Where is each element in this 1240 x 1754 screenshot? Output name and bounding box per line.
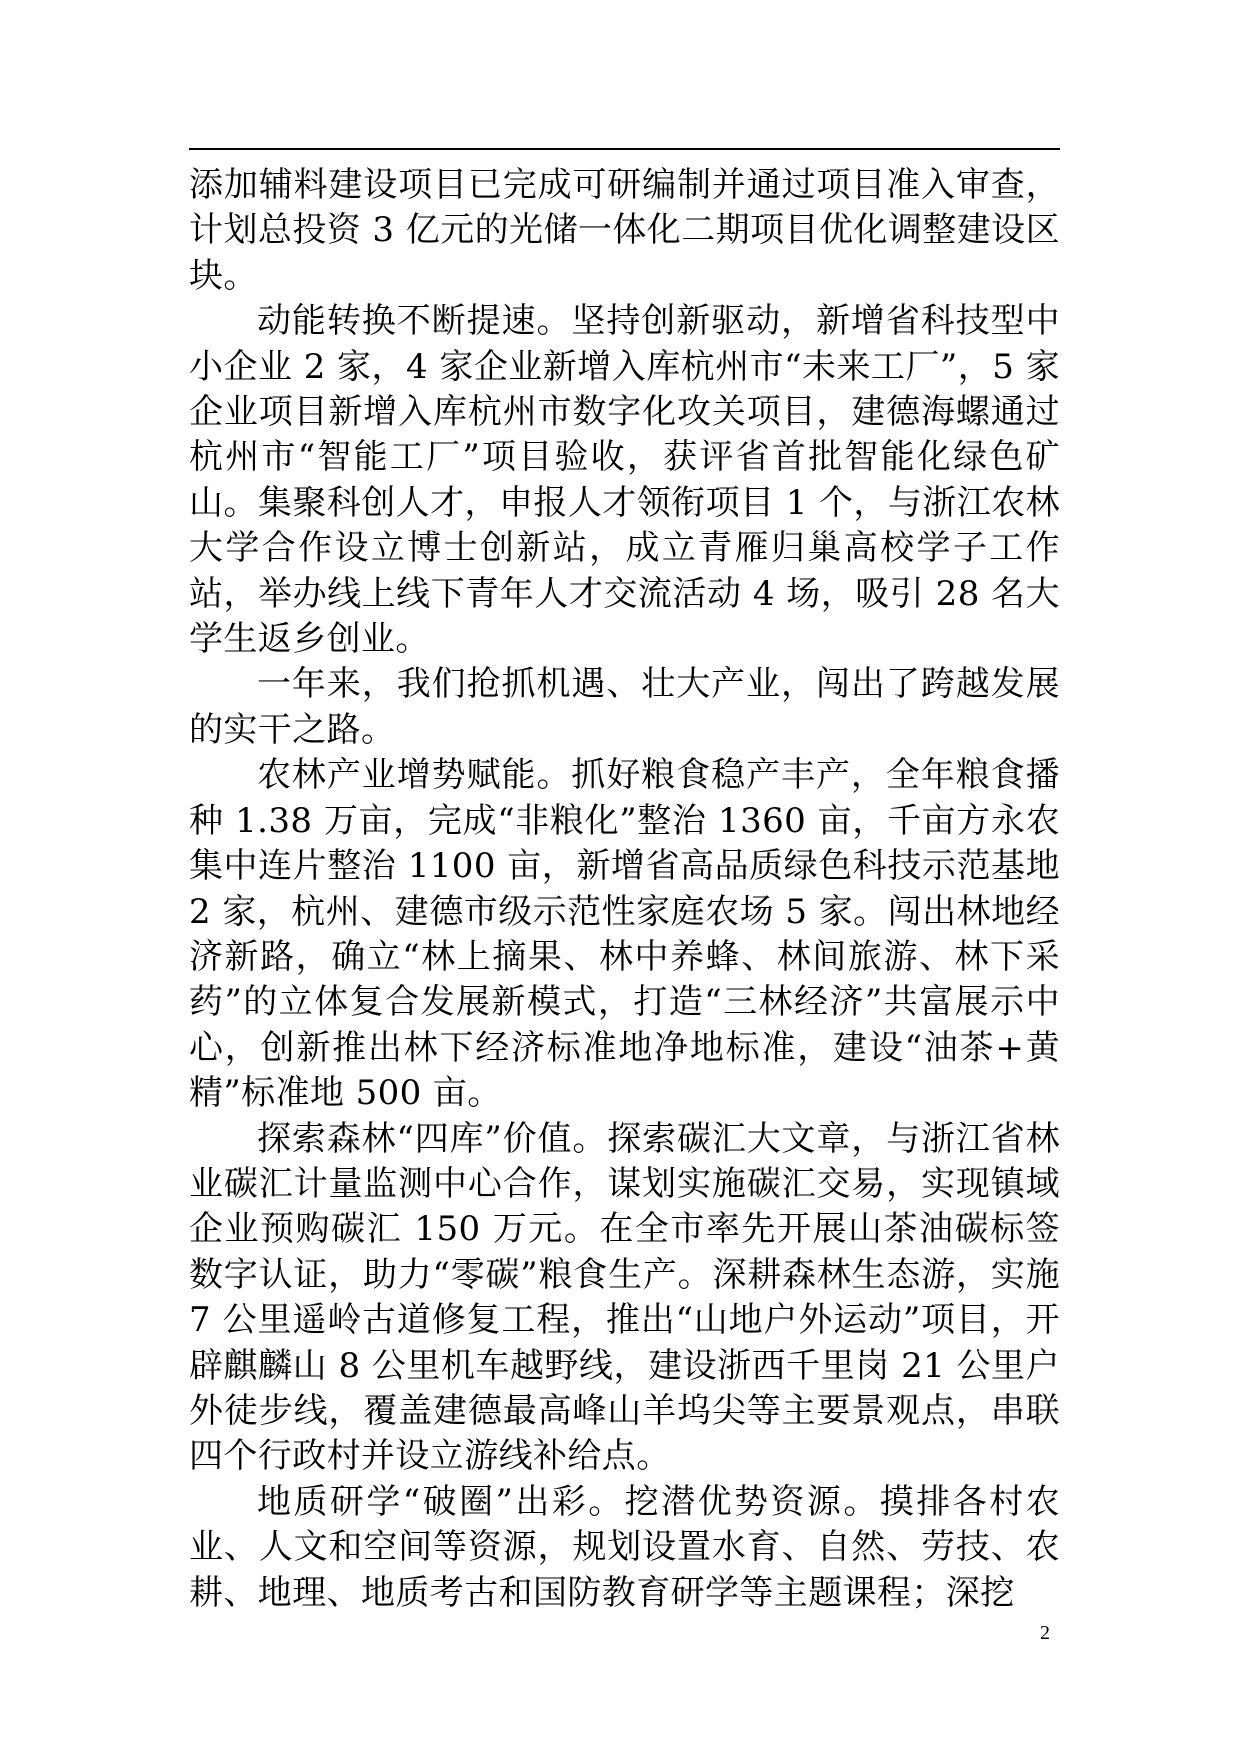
paragraph-forest-value: 探索森林“四库”价值。探索碳汇大文章，与浙江省林业碳汇计量监测中心合作，谋划实施碳汇交易，实现镇域企业预购碳汇 150 万元。在全市率先开展山茶油碳标签数字认证，助力“零碳”粮食生产。深耕森林生态游，实施 7 公里遥岭古道修复工程，推出“山地户外运动”项目，开辟麒麟山 8 公里机车越野线，建设浙西千里岗 21 公里户外徒步线，覆盖建德最高峰山羊坞尖等主要景观点，串联四个行政村并设立游线补给点。 [189,1118,1060,1477]
paragraph-continuation: 添加辅料建设项目已完成可研编制并通过项目准入审查，计划总投资 3 亿元的光储一体化二期项目优化调整建设区块。 [189,165,1060,296]
page-number: 2 [1040,1622,1050,1644]
paragraph-geology-study: 地质研学“破圈”出彩。挖潜优势资源。摸排各村农业、人文和空间等资源，规划设置水育、自然、劳技、农耕、地理、地质考古和国防教育研学等主题课程；深挖 [189,1481,1060,1613]
paragraph-agro-forestry: 农林产业增势赋能。抓好粮食稳产丰产，全年粮食播种 1.38 万亩，完成“非粮化”整治 1360 亩，千亩方永农集中连片整治 1100 亩，新增省高品质绿色科技示范基地 2 家，杭州、建德市级示范性家庭农场 5 家。闯出林地经济新路，确立“林上摘果、林中养蜂、林间旅游、林下采药”的立体复合发展新模式，打造“三林经济”共富展示中心，创新推出林下经济标准地净地标准，建设“油茶+黄精”标准地 500 亩。 [189,755,1060,1114]
paragraph-year-summary: 一年来，我们抢抓机遇、壮大产业，闯出了跨越发展的实干之路。 [189,664,1060,750]
paragraph-momentum-conversion: 动能转换不断提速。坚持创新驱动，新增省科技型中小企业 2 家，4 家企业新增入库杭州市“未来工厂”，5 家企业项目新增入库杭州市数字化攻关项目，建德海螺通过杭州市“智能工厂”项目验收，获评省首批智能化绿色矿山。集聚科创人才，申报人才领衔项目 1 个，与浙江农林大学合作设立博士创新站，成立青雁归巢高校学子工作站，举办线上线下青年人才交流活动 4 场，吸引 28 名大学生返乡创业。 [189,301,1060,660]
header-rule [189,148,1060,150]
body-text [189,163,1060,1616]
